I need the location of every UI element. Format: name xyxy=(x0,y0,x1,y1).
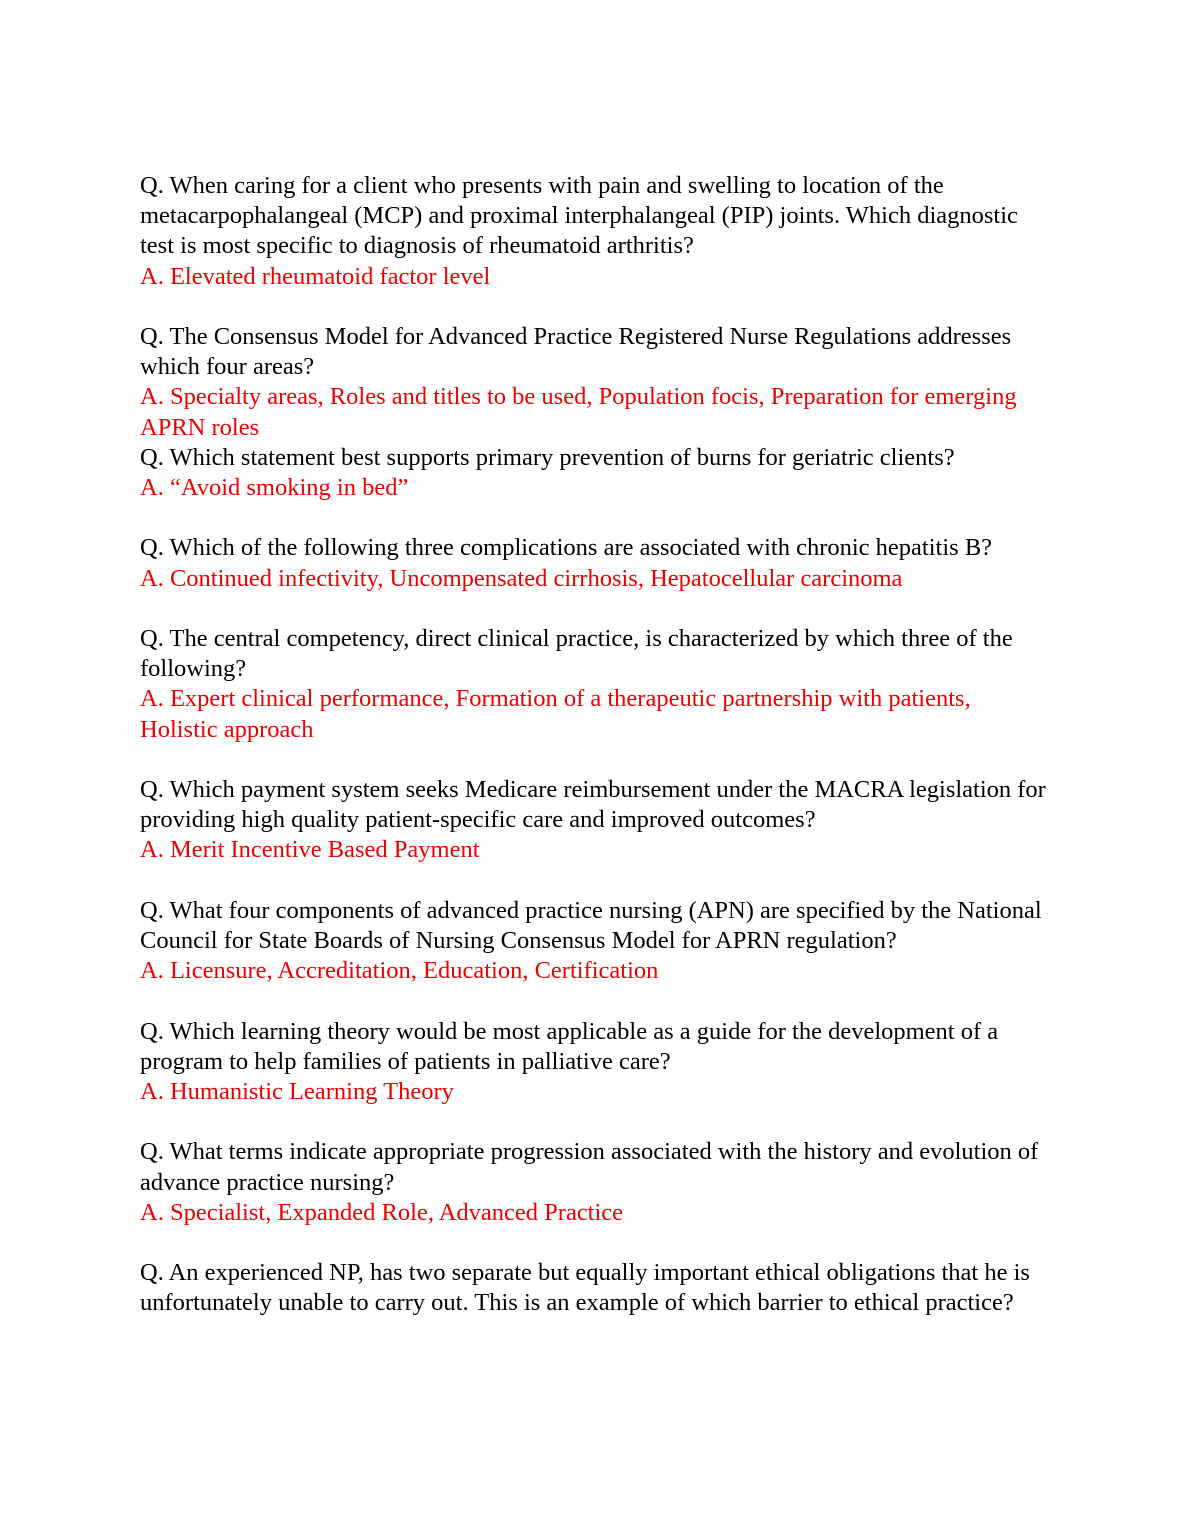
answer-text: A. Specialist, Expanded Role, Advanced Practice xyxy=(140,1198,624,1226)
question-text: Q. When caring for a client who presents with pain and swelling to location of the metacarpophalangeal (MCP) and proximal interphalangeal (PIP) joints. Which diagnostic test is most specific to diagnosis of rheumatoid arthritis? xyxy=(140,172,1018,260)
document-page xyxy=(140,171,1050,1319)
qa-item-5 xyxy=(140,624,1050,745)
paragraph-gap xyxy=(140,1107,1050,1137)
qa-item-2 xyxy=(140,322,1050,443)
qa-item-9 xyxy=(140,1137,1050,1228)
question-text: Q. The central competency, direct clinical practice, is characterized by which three of the following? xyxy=(140,625,1013,683)
answer-text: A. Humanistic Learning Theory xyxy=(140,1078,454,1105)
paragraph-gap xyxy=(140,745,1050,775)
qa-item-8 xyxy=(140,1017,1050,1108)
question-text: Q. Which of the following three complications are associated with chronic hepatitis B? xyxy=(140,534,993,562)
paragraph-gap xyxy=(140,292,1050,322)
answer-text: A. Expert clinical performance, Formation of a therapeutic partnership with patients, Holistic approach xyxy=(140,685,971,743)
answer-text: A. Merit Incentive Based Payment xyxy=(140,836,480,864)
paragraph-gap xyxy=(140,503,1050,533)
paragraph-gap xyxy=(140,1228,1050,1258)
qa-item-7 xyxy=(140,896,1050,987)
paragraph-gap xyxy=(140,866,1050,896)
paragraph-gap xyxy=(140,594,1050,624)
question-text: Q. The Consensus Model for Advanced Practice Registered Nurse Regulations addresses which four areas? xyxy=(140,323,1012,381)
question-text: Q. What terms indicate appropriate progression associated with the history and evolution of advance practice nursing? xyxy=(140,1138,1039,1196)
question-text: Q. What four components of advanced practice nursing (APN) are specified by the National Council for State Boards of Nursing Consensus Model for APRN regulation? xyxy=(140,896,1042,954)
question-text: Q. Which statement best supports primary prevention of burns for geriatric clients? xyxy=(140,443,955,471)
paragraph-gap xyxy=(140,986,1050,1016)
qa-item-3 xyxy=(140,443,1050,503)
qa-item-6 xyxy=(140,775,1050,866)
answer-text: A. Continued infectivity, Uncompensated cirrhosis, Hepatocellular carcinoma xyxy=(140,564,903,592)
question-text: Q. Which payment system seeks Medicare reimbursement under the MACRA legislation for providing high quality patient-specific care and improved outcomes? xyxy=(140,776,1046,834)
answer-text: A. Specialty areas, Roles and titles to be used, Population focis, Preparation for emerging APRN roles xyxy=(140,383,1017,441)
question-text: Q. An experienced NP, has two separate but equally important ethical obligations that he is unfortunately unable to carry out. This is an example of which barrier to ethical practice? xyxy=(140,1259,1030,1317)
answer-text: A. “Avoid smoking in bed” xyxy=(140,474,409,502)
qa-item-1 xyxy=(140,171,1050,292)
answer-text: A. Elevated rheumatoid factor level xyxy=(140,262,491,290)
qa-item-4 xyxy=(140,533,1050,593)
qa-item-10 xyxy=(140,1258,1050,1318)
question-text: Q. Which learning theory would be most applicable as a guide for the development of a program to help families of patients in palliative care? xyxy=(140,1017,999,1075)
answer-text: A. Licensure, Accreditation, Education, Certification xyxy=(140,957,659,985)
